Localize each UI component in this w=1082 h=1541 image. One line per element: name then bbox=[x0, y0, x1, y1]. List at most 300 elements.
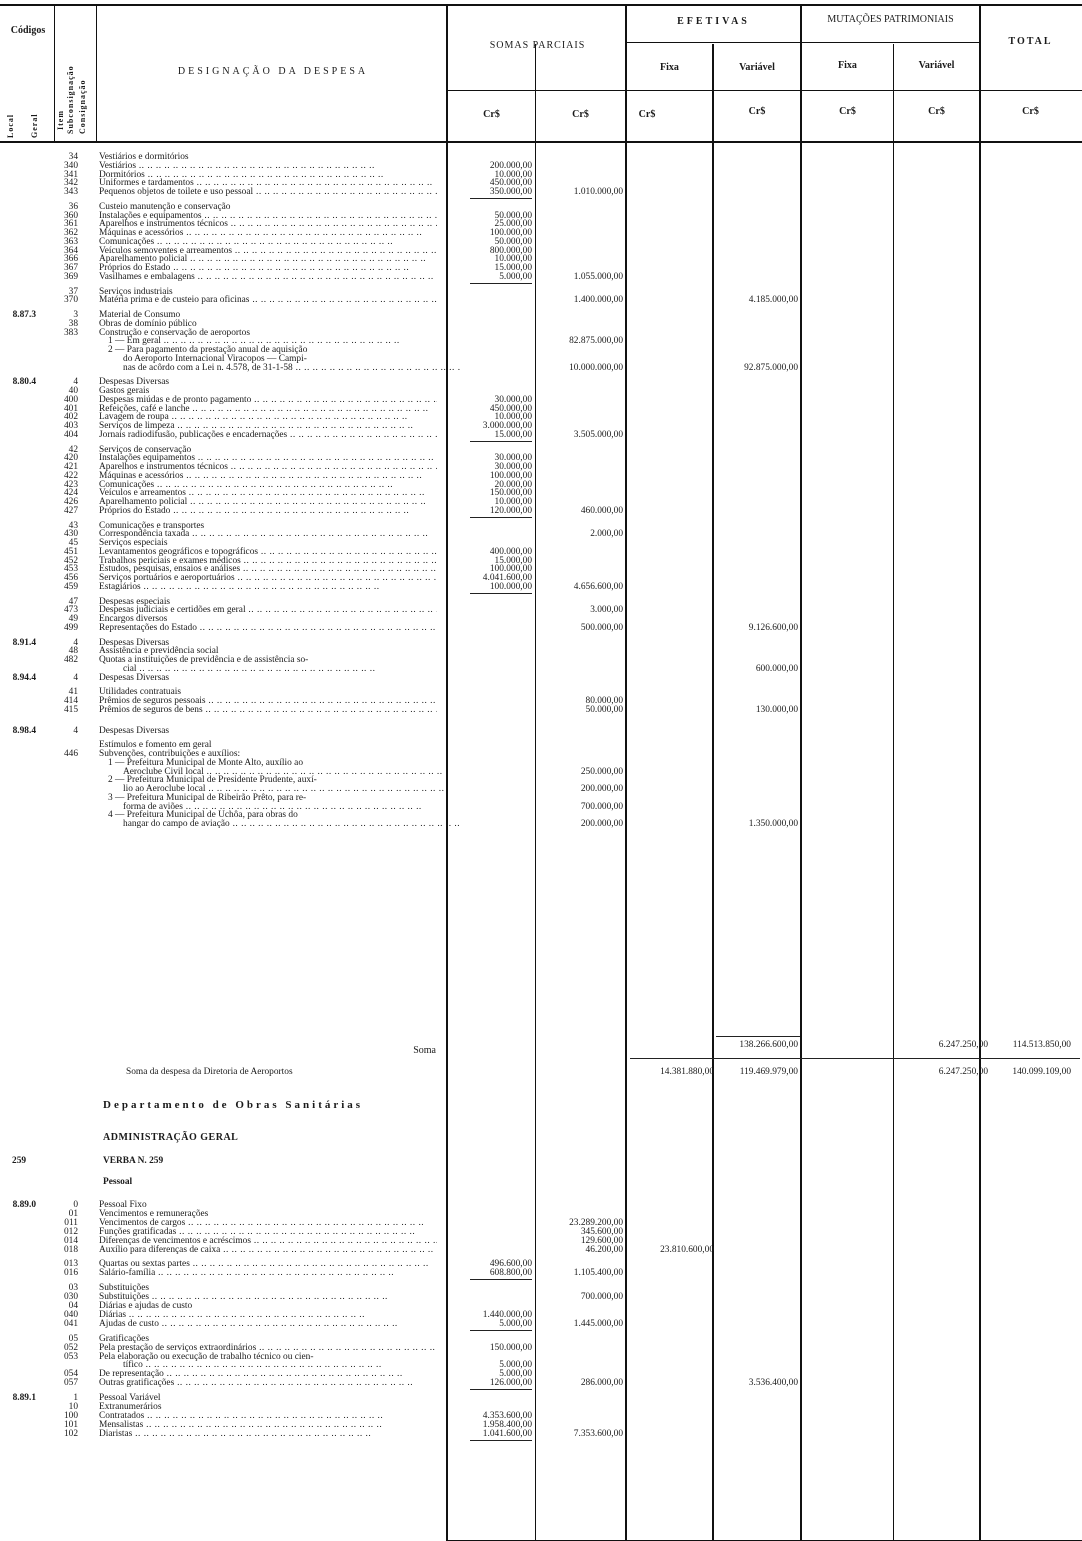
partial-sum-2: 129.600,00 bbox=[580, 1235, 623, 1246]
designation: Comunicações .. .. bbox=[99, 480, 437, 490]
table-row bbox=[0, 1319, 1082, 1329]
partial-sum-2: 200.000,00 bbox=[580, 784, 623, 794]
item-code: 018 bbox=[63, 1244, 78, 1255]
header-bottom-rule bbox=[0, 141, 1082, 143]
designation: Diárias .. .. bbox=[99, 1310, 437, 1320]
designation: Levantamentos geográficos e topográficos .. .. bbox=[99, 547, 437, 557]
header-mutacoes: MUTAÇÕES PATRIMONIAIS bbox=[827, 14, 954, 25]
designation: Aparelhos e instrumentos técnicos .. .. bbox=[99, 462, 437, 472]
header-units-rule bbox=[446, 90, 1082, 91]
designation: Serviços de conservação bbox=[99, 444, 192, 455]
designation: Vencimentos e remunerações bbox=[99, 1208, 209, 1219]
item-code: 102 bbox=[63, 1428, 78, 1439]
designation: Trabalhos periciais e exames médicos .. .. bbox=[99, 556, 437, 566]
partial-sum-2: 4.656.600,00 bbox=[573, 581, 623, 592]
partial-sum-1: 496.600,00 bbox=[489, 1259, 532, 1270]
designation: 1 — Em geral .. .. bbox=[108, 336, 446, 346]
partial-sum-1: 5.000,00 bbox=[499, 1369, 532, 1380]
item-code: 363 bbox=[63, 236, 78, 247]
partial-sum-1: 100.000,00 bbox=[489, 564, 532, 575]
item-code: 012 bbox=[63, 1226, 78, 1237]
partial-underline bbox=[470, 198, 532, 199]
designation: Aparelhamento policial .. .. bbox=[99, 497, 437, 507]
item-code: 013 bbox=[63, 1259, 78, 1270]
local-code: 8.80.4 bbox=[12, 377, 36, 388]
designation: Despesas judiciais e certidões em geral .. .. bbox=[99, 605, 437, 615]
header-total: TOTAL bbox=[1008, 36, 1053, 47]
header-mut-variavel: Variável bbox=[918, 60, 955, 71]
designation: Gratificações bbox=[99, 1333, 149, 1344]
partial-sum-2: 1.055.000,00 bbox=[573, 271, 623, 282]
partial-sum-2: 250.000,00 bbox=[580, 766, 623, 777]
designation: Veículos semoventes e arreamentos .. .. bbox=[99, 246, 437, 256]
item-code: 367 bbox=[63, 263, 78, 273]
item-code: 101 bbox=[63, 1419, 78, 1430]
designation: Utilidades contratuais bbox=[99, 687, 182, 698]
soma-label: Soma bbox=[413, 1045, 436, 1056]
local-code: 8.87.3 bbox=[12, 310, 36, 320]
partial-sum-1: 5.000,00 bbox=[499, 271, 532, 282]
designation: Diferenças de vencimentos e acréscimos .. .. bbox=[99, 1236, 437, 1246]
item-code: 342 bbox=[63, 178, 78, 189]
partial-sum-2: 1.400.000,00 bbox=[573, 295, 623, 306]
partial-sum-1: 3.000.000,00 bbox=[482, 421, 532, 431]
partial-sum-2: 3.000,00 bbox=[590, 605, 623, 616]
table-row bbox=[0, 295, 1082, 305]
group-code: 05 bbox=[68, 1333, 78, 1344]
local-code: 8.89.1 bbox=[12, 1393, 36, 1404]
item-code: 366 bbox=[63, 254, 78, 265]
item-code: 473 bbox=[63, 605, 78, 616]
efetiva-variavel: 9.126.600,00 bbox=[748, 622, 798, 633]
group-code: 10 bbox=[68, 1402, 78, 1412]
item-code: 404 bbox=[63, 429, 78, 440]
partial-sum-2: 80.000,00 bbox=[585, 696, 623, 706]
designation: Quotas a instituições de previdência e de assistência so- bbox=[99, 655, 309, 665]
designation: Uniformes e tardamentos .. .. bbox=[99, 178, 437, 188]
designation: Custeio manutenção e conservação bbox=[99, 201, 231, 212]
partial-sum-1: 5.000,00 bbox=[499, 1318, 532, 1329]
table-row bbox=[0, 363, 1082, 373]
partial-underline bbox=[470, 1389, 532, 1390]
designation: Construção e conservação de aeroportos bbox=[99, 327, 250, 338]
item-code: 040 bbox=[63, 1309, 78, 1320]
partial-sum-2: 1.010.000,00 bbox=[573, 187, 623, 197]
header-geral: Geral bbox=[30, 113, 39, 138]
designation: Pessoal Fixo bbox=[99, 1200, 147, 1210]
partial-sum-2: 460.000,00 bbox=[580, 505, 623, 516]
designation: Lavagem de roupa .. .. bbox=[99, 412, 437, 422]
partial-sum-1: 1.958.400,00 bbox=[482, 1419, 532, 1430]
soma-diretoria-row bbox=[0, 1067, 1082, 1077]
table-row bbox=[0, 1245, 1082, 1255]
partial-underline bbox=[470, 593, 532, 594]
designation: Aparelhamento policial .. .. bbox=[99, 254, 437, 264]
item-code: 499 bbox=[63, 622, 78, 633]
designation: Encargos diversos bbox=[99, 614, 168, 624]
item-code: 422 bbox=[63, 470, 78, 481]
designation: Despesas Diversas bbox=[99, 377, 170, 388]
table-row bbox=[0, 1429, 1082, 1439]
item-code: 343 bbox=[63, 187, 78, 197]
designation: Serviços especiais bbox=[99, 538, 168, 548]
partial-sum-1: 150.000,00 bbox=[489, 1342, 532, 1353]
partial-sum-2: 345.600,00 bbox=[580, 1226, 623, 1237]
item-code: 361 bbox=[63, 219, 78, 230]
partial-sum-2: 1.105.400,00 bbox=[573, 1268, 623, 1279]
designation: Material de Consumo bbox=[99, 310, 181, 320]
partial-underline bbox=[470, 283, 532, 284]
designation: Despesas especiais bbox=[99, 596, 171, 607]
designation: Estudos, pesquisas, ensaios e análises .. .. bbox=[99, 564, 437, 574]
item-code: 041 bbox=[63, 1318, 78, 1329]
local-code: 8.91.4 bbox=[12, 637, 36, 648]
designation: Comunicações e transportes bbox=[99, 520, 205, 531]
designation: forma de aviões .. .. bbox=[123, 802, 461, 812]
efetiva-variavel: 3.536.400,00 bbox=[748, 1378, 798, 1389]
table-row bbox=[0, 272, 1082, 282]
designation: Aparelhos e instrumentos técnicos .. .. bbox=[99, 219, 437, 229]
partial-sum-1: 30.000,00 bbox=[494, 462, 532, 472]
partial-sum-1: 10.000,00 bbox=[494, 497, 532, 507]
table-row bbox=[0, 819, 1082, 829]
designation: Vasilhames e embalagens .. .. bbox=[99, 272, 437, 282]
efetivas-rule bbox=[625, 42, 979, 43]
table-row bbox=[0, 582, 1082, 592]
item-code: 011 bbox=[64, 1217, 78, 1228]
item-code: 400 bbox=[63, 394, 78, 405]
partial-underline bbox=[470, 1330, 532, 1331]
item-code: 482 bbox=[63, 655, 78, 665]
designation: Pela elaboração ou execução de trabalho técnico ou cien- bbox=[99, 1351, 314, 1362]
soma-diretoria-variavel: 119.469.979,00 bbox=[739, 1067, 798, 1077]
header-item: Item bbox=[56, 110, 65, 130]
item-code: 360 bbox=[63, 210, 78, 221]
item-code: 341 bbox=[63, 169, 78, 180]
table-row bbox=[0, 623, 1082, 633]
partial-sum-1: 50.000,00 bbox=[494, 236, 532, 247]
partial-sum-1: 608.800,00 bbox=[489, 1268, 532, 1279]
item-code: 430 bbox=[63, 529, 78, 540]
table-row bbox=[0, 1268, 1082, 1278]
partial-sum-1: 120.000,00 bbox=[489, 505, 532, 516]
designation: tífico .. .. bbox=[123, 1360, 461, 1370]
item-code: 340 bbox=[63, 160, 78, 171]
designation: 3 — Prefeitura Municipal de Ribeirão Prêto, para re- bbox=[108, 792, 307, 803]
group-code: 03 bbox=[68, 1283, 78, 1294]
designation: hangar do campo de aviação .. .. bbox=[123, 819, 461, 829]
group-code: 41 bbox=[68, 687, 78, 698]
designation: Vestiários .. .. bbox=[99, 161, 437, 171]
header-fixa: Fixa bbox=[660, 62, 679, 73]
soma-variavel: 138.266.600,00 bbox=[739, 1040, 798, 1050]
local-code: 8.89.0 bbox=[12, 1200, 36, 1210]
item-code: 370 bbox=[63, 295, 78, 306]
partial-sum-2: 46.200,00 bbox=[585, 1244, 623, 1255]
designation: cial .. .. bbox=[123, 664, 461, 674]
item-code: 420 bbox=[63, 453, 78, 464]
divider-partial1 bbox=[535, 44, 536, 141]
item-code: 016 bbox=[63, 1268, 78, 1279]
unit-total: Cr$ bbox=[1022, 106, 1039, 117]
divider-codigos bbox=[54, 6, 55, 141]
designation: Despesas Diversas bbox=[99, 725, 170, 736]
partial-sum-1: 200.000,00 bbox=[489, 160, 532, 171]
partial-sum-1: 50.000,00 bbox=[494, 210, 532, 221]
item-code: 401 bbox=[63, 403, 78, 414]
partial-sum-2: 82.875.000,00 bbox=[569, 336, 623, 347]
dept-title: Departamento de Obras Sanitárias bbox=[103, 1099, 364, 1111]
efetiva-variavel: 4.185.000,00 bbox=[748, 295, 798, 306]
local-code: 8.94.4 bbox=[12, 672, 36, 683]
designation: Representações do Estado .. .. bbox=[99, 623, 437, 633]
item-code: 459 bbox=[63, 581, 78, 592]
partial-sum-1: 4.353.600,00 bbox=[482, 1410, 532, 1421]
soma-total: 114.513.850,00 bbox=[1012, 1040, 1071, 1050]
designation: Comunicações .. .. bbox=[99, 237, 437, 247]
designation: Máquinas e acessórios .. .. bbox=[99, 471, 437, 481]
designation: 2 — Prefeitura Municipal de Presidente Prudente, auxí- bbox=[108, 775, 317, 786]
unit-variavel: Cr$ bbox=[748, 106, 766, 117]
unit-fixa: Cr$ bbox=[638, 109, 656, 120]
item-code: 451 bbox=[63, 546, 78, 557]
partial-underline bbox=[470, 1440, 532, 1441]
item-code: 427 bbox=[63, 505, 78, 516]
item-code: 456 bbox=[63, 573, 78, 583]
table-row bbox=[0, 187, 1082, 197]
partial-sum-1: 15.000,00 bbox=[494, 263, 532, 273]
table-row bbox=[0, 726, 1082, 736]
designation: lio ao Aeroclube local .. .. bbox=[123, 784, 461, 794]
designation: Diaristas .. .. bbox=[99, 1429, 437, 1439]
group-code: 49 bbox=[68, 614, 78, 624]
partial-sum-1: 10.000,00 bbox=[494, 254, 532, 265]
partial-sum-2: 1.445.000,00 bbox=[573, 1318, 623, 1329]
partial-sum-1: 450.000,00 bbox=[489, 403, 532, 414]
item-code: 402 bbox=[63, 412, 78, 423]
table-row bbox=[0, 705, 1082, 715]
designation: 2 — Para pagamento da prestação anual de aquisição bbox=[108, 345, 308, 355]
header-mut-fixa: Fixa bbox=[838, 60, 857, 71]
designation: Veículos e arreamentos .. .. bbox=[99, 488, 437, 498]
item-code: 424 bbox=[63, 488, 78, 499]
item-code: 369 bbox=[63, 271, 78, 282]
partial-sum-1: 15.000,00 bbox=[494, 429, 532, 440]
designation: Extranumerários bbox=[99, 1402, 162, 1412]
partial-sum-2: 200.000,00 bbox=[580, 819, 623, 829]
designation: Serviços industriais bbox=[99, 286, 173, 297]
designation: Serviços de limpeza .. .. bbox=[99, 421, 437, 431]
group-code: 4 bbox=[73, 725, 78, 736]
soma-diretoria-total: 140.099.109,00 bbox=[1012, 1067, 1071, 1077]
designation: Jornais radiodifusão, publicações e encadernações .. .. bbox=[99, 430, 437, 440]
designation: Pela prestação de serviços extraordinários .. .. bbox=[99, 1343, 437, 1353]
table-row bbox=[0, 430, 1082, 440]
partial-sum-2: 7.353.600,00 bbox=[573, 1428, 623, 1439]
partial-underline bbox=[470, 1279, 532, 1280]
group-code: 36 bbox=[68, 201, 78, 212]
partial-sum-1: 15.000,00 bbox=[494, 555, 532, 566]
designation: Estímulos e fomento em geral bbox=[99, 740, 212, 751]
group-code: 37 bbox=[68, 286, 78, 297]
divider-codes bbox=[96, 6, 97, 141]
pessoal-title: Pessoal bbox=[103, 1177, 133, 1187]
verba-code: 259 bbox=[12, 1156, 27, 1166]
item-code: 014 bbox=[63, 1235, 78, 1246]
verba-row bbox=[0, 1156, 1082, 1166]
admin-title: ADMINISTRAÇÃO GERAL bbox=[103, 1132, 239, 1143]
local-code: 8.98.4 bbox=[12, 725, 36, 736]
partial-sum-2: 286.000,00 bbox=[580, 1378, 623, 1389]
designation: Pequenos objetos de toilete e uso pessoal .. .. bbox=[99, 187, 437, 197]
group-code: 4 bbox=[73, 377, 78, 388]
partial-sum-1: 30.000,00 bbox=[494, 394, 532, 405]
designation: Próprios do Estado .. .. bbox=[99, 506, 437, 516]
partial-sum-2: 50.000,00 bbox=[585, 704, 623, 715]
table-row bbox=[0, 506, 1082, 516]
soma-diretoria-fixa: 14.381.880,00 bbox=[660, 1067, 714, 1077]
group-code: 34 bbox=[68, 152, 78, 162]
designation: Aeroclube Civil local .. .. bbox=[123, 767, 461, 777]
header-codigos: Códigos bbox=[10, 25, 46, 36]
pessoal-row bbox=[0, 1177, 1082, 1187]
designation: 1 — Prefeitura Municipal de Monte Alto, auxílio ao bbox=[108, 757, 304, 768]
efetiva-variavel: 1.350.000,00 bbox=[748, 819, 798, 829]
partial-underline bbox=[470, 441, 532, 442]
partial-sum-1: 100.000,00 bbox=[489, 228, 532, 238]
header-local: Local bbox=[6, 113, 15, 138]
item-code: 452 bbox=[63, 555, 78, 566]
unit-mut-variavel: Cr$ bbox=[928, 106, 945, 117]
designation: Substituições bbox=[99, 1283, 150, 1294]
designation: Diárias e ajudas de custo bbox=[99, 1301, 193, 1311]
item-code: 053 bbox=[63, 1351, 78, 1362]
designation: Estagiários .. .. bbox=[99, 582, 437, 592]
designation: Substituições .. .. bbox=[99, 1292, 437, 1302]
partial-sum-1: 5.000,00 bbox=[499, 1360, 532, 1371]
designation: Prêmios de seguros de bens .. .. bbox=[99, 705, 437, 715]
group-code: 42 bbox=[68, 444, 78, 455]
designation: do Aeroporto Internacional Viracopos — Campi- bbox=[123, 353, 307, 364]
partial-sum-1: 150.000,00 bbox=[489, 488, 532, 499]
efetiva-variavel: 600.000,00 bbox=[755, 663, 798, 674]
designation: 4 — Prefeitura Municipal de Uchôa, para obras do bbox=[108, 810, 298, 821]
partial-sum-1: 10.000,00 bbox=[494, 169, 532, 180]
group-code: 45 bbox=[68, 538, 78, 548]
item-code: 052 bbox=[63, 1342, 78, 1353]
efetiva-fixa: 23.810.600,00 bbox=[660, 1244, 714, 1255]
designation: Próprios do Estado .. .. bbox=[99, 263, 437, 273]
designation: Auxílio para diferenças de caixa .. .. bbox=[99, 1245, 437, 1255]
item-code: 446 bbox=[63, 749, 78, 759]
table-row bbox=[0, 1378, 1082, 1388]
top-rule bbox=[0, 4, 1082, 6]
soma-diretoria-rule bbox=[630, 1058, 1080, 1059]
designation: nas de acôrdo com a Lei n. 4.578, de 31-1-58 .. .. bbox=[123, 363, 461, 373]
partial-sum-1: 450.000,00 bbox=[489, 178, 532, 189]
item-code: 057 bbox=[63, 1378, 78, 1389]
header-designacao: DESIGNAÇÃO DA DESPESA bbox=[177, 66, 369, 77]
unit-partial1: Cr$ bbox=[483, 109, 500, 120]
designation: Salário-família .. .. bbox=[99, 1268, 437, 1278]
soma-mut-variavel: 6.247.250,00 bbox=[938, 1040, 988, 1050]
designation: Pessoal Variável bbox=[99, 1393, 161, 1404]
header-subconsignacao: Subconsignação bbox=[66, 65, 75, 134]
item-code: 383 bbox=[63, 327, 78, 338]
designation: Despesas Diversas bbox=[99, 637, 170, 648]
partial-sum-1: 800.000,00 bbox=[489, 245, 532, 256]
group-code: 1 bbox=[73, 1393, 78, 1404]
unit-partial2: Cr$ bbox=[572, 109, 589, 120]
designation: Despesas miúdas e de pronto pagamento .. .. bbox=[99, 395, 437, 405]
partial-sum-2: 23.289.200,00 bbox=[569, 1217, 623, 1228]
designation: Refeições, café e lanche .. .. bbox=[99, 404, 437, 414]
partial-sum-2: 500.000,00 bbox=[580, 622, 623, 633]
designation: Funções gratificadas .. .. bbox=[99, 1227, 437, 1237]
designation: Gastos gerais bbox=[99, 386, 150, 396]
partial-underline bbox=[470, 517, 532, 518]
designation: Despesas Diversas bbox=[99, 672, 170, 683]
group-code: 3 bbox=[73, 310, 78, 320]
partial-sum-1: 10.000,00 bbox=[494, 412, 532, 423]
item-code: 415 bbox=[63, 704, 78, 715]
item-code: 030 bbox=[63, 1292, 78, 1303]
group-code: 4 bbox=[73, 672, 78, 683]
group-code: 47 bbox=[68, 596, 78, 607]
designation: De representação .. .. bbox=[99, 1369, 437, 1379]
group-code: 04 bbox=[68, 1301, 78, 1311]
group-code: 48 bbox=[68, 646, 78, 657]
soma-row bbox=[0, 1040, 1082, 1050]
designation: Dormitórios .. .. bbox=[99, 170, 437, 180]
designation: Matéria prima e de custeio para oficinas .. .. bbox=[99, 295, 437, 305]
soma-diretoria-label: Soma da despesa da Diretoria de Aeroportos bbox=[126, 1067, 293, 1077]
designation: Subvenções, contribuições e auxílios: bbox=[99, 749, 241, 759]
item-code: 054 bbox=[63, 1369, 78, 1380]
designation: Vestiários e dormitórios bbox=[99, 152, 189, 162]
verba-title: VERBA N. 259 bbox=[103, 1156, 164, 1166]
header-somas-parciais: SOMAS PARCIAIS bbox=[489, 40, 586, 51]
partial-sum-2: 700.000,00 bbox=[580, 801, 623, 812]
item-code: 364 bbox=[63, 245, 78, 256]
item-code: 403 bbox=[63, 421, 78, 431]
partial-sum-1: 1.041.600,00 bbox=[482, 1428, 532, 1439]
soma-diretoria-mut-variavel: 6.247.250,00 bbox=[938, 1067, 988, 1077]
designation: Instalações e equipamentos .. .. bbox=[99, 211, 437, 221]
unit-mut-fixa: Cr$ bbox=[839, 106, 856, 117]
item-code: 100 bbox=[63, 1410, 78, 1421]
partial-sum-1: 30.000,00 bbox=[494, 453, 532, 464]
partial-sum-1: 20.000,00 bbox=[494, 479, 532, 490]
designation: Outras gratificações .. .. bbox=[99, 1378, 437, 1388]
item-code: 453 bbox=[63, 564, 78, 575]
soma-rule-variavel bbox=[716, 1036, 800, 1037]
designation: Vencimentos de cargos .. .. bbox=[99, 1218, 437, 1228]
table-row bbox=[0, 673, 1082, 683]
group-code: 0 bbox=[73, 1200, 78, 1210]
designation: Contratados .. .. bbox=[99, 1411, 437, 1421]
header-efetivas: EFETIVAS bbox=[677, 16, 750, 27]
item-code: 421 bbox=[63, 462, 78, 472]
designation: Quartas ou sextas partes .. .. bbox=[99, 1259, 437, 1269]
designation: Máquinas e acessórios .. .. bbox=[99, 228, 437, 238]
item-code: 426 bbox=[63, 497, 78, 507]
group-code: 38 bbox=[68, 318, 78, 329]
partial-sum-2: 3.505.000,00 bbox=[573, 429, 623, 440]
partial-sum-2: 2.000,00 bbox=[590, 529, 623, 540]
designation: Serviços portuários e aeroportuários .. .. bbox=[99, 573, 437, 583]
group-code: 01 bbox=[68, 1208, 78, 1219]
